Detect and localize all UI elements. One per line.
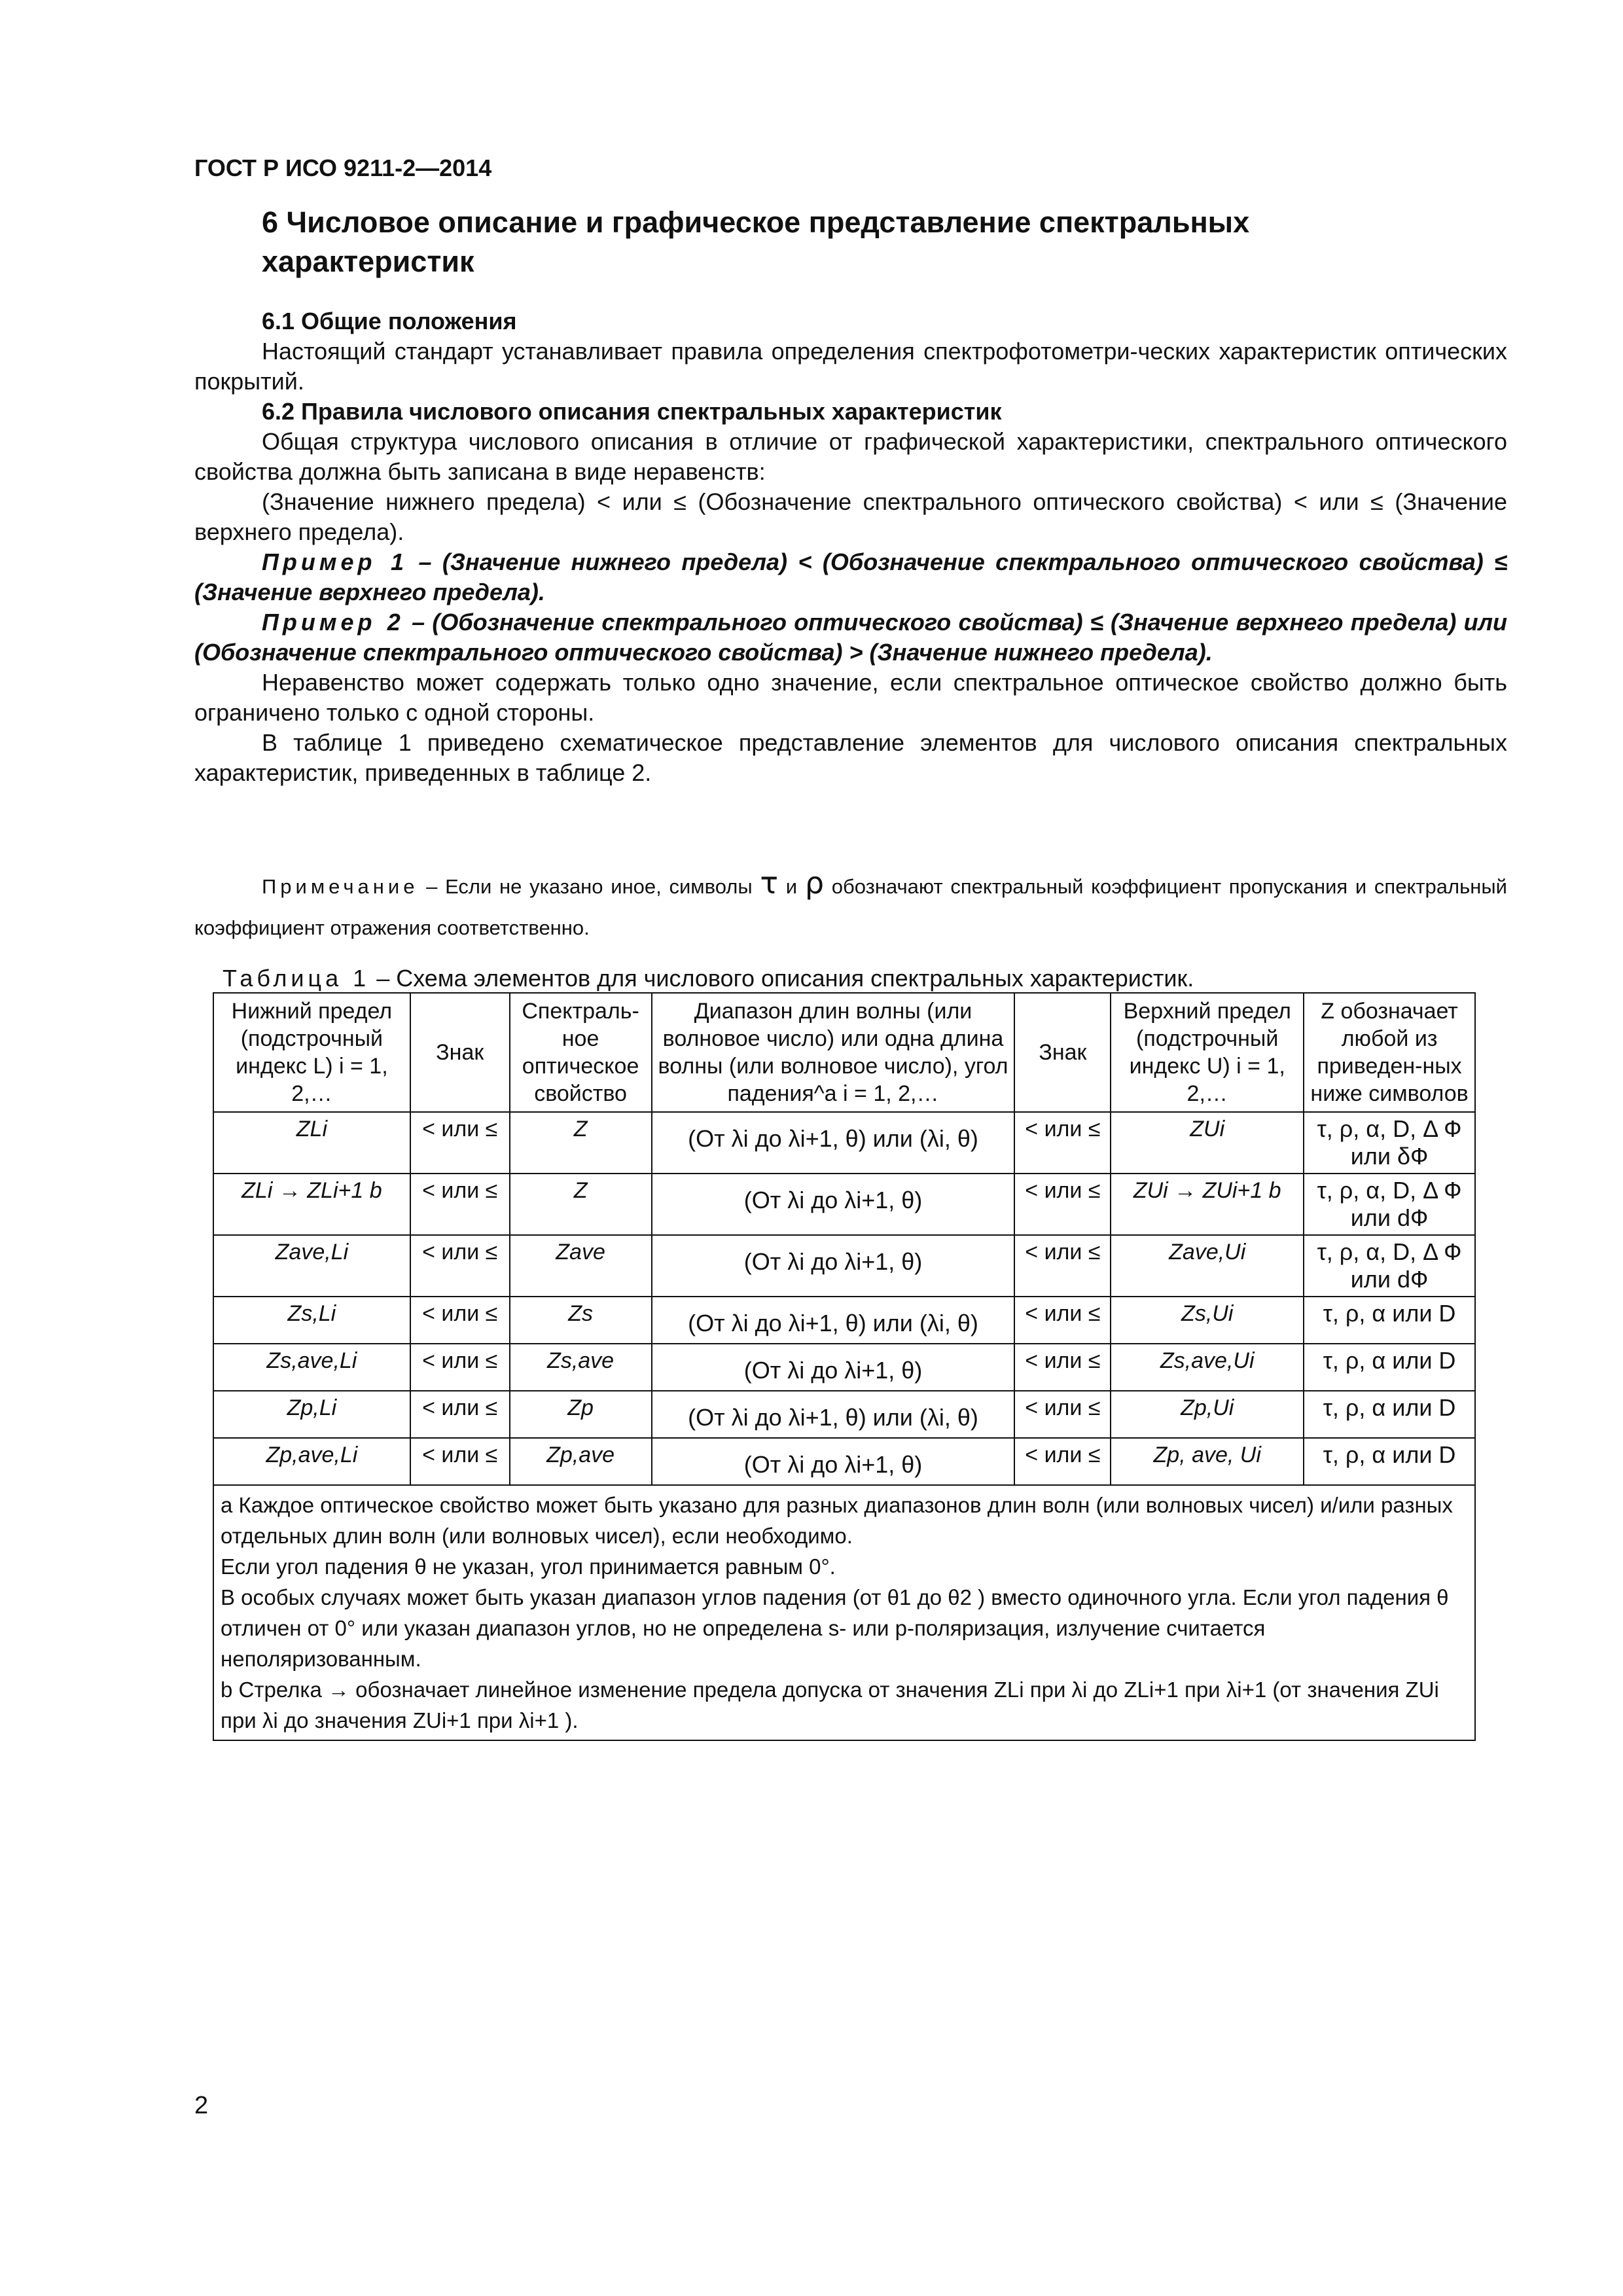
table-row [213, 1235, 1475, 1297]
table-caption-text: – Схема элементов для числового описания спектральных характеристик. [370, 965, 1194, 992]
sign-cell: < или ≤ [410, 1297, 510, 1344]
symbols-cell: τ, ρ, α, D, Δ Ф или dФ [1304, 1235, 1475, 1297]
example-label: Пример 2 [262, 609, 404, 636]
table-footnotes [213, 1485, 1475, 1740]
upper-limit-cell: Zs,Ui [1111, 1297, 1304, 1344]
subsection-title: 6.1 Общие положения [262, 308, 517, 334]
sign-cell: < или ≤ [1014, 1297, 1111, 1344]
symbols-cell: τ, ρ, α или D [1304, 1297, 1475, 1344]
sign-cell: < или ≤ [410, 1438, 510, 1485]
upper-limit-cell: Zs,ave,Ui [1111, 1344, 1304, 1391]
table-header-cell: Спектраль-ное оптическое свойство [510, 993, 652, 1112]
upper-limit-cell: Zp, ave, Ui [1111, 1438, 1304, 1485]
upper-limit-cell: Zp,Ui [1111, 1391, 1304, 1438]
property-cell: Zave [510, 1235, 652, 1297]
sign-cell: < или ≤ [1014, 1174, 1111, 1235]
upper-limit-cell: Zave,Ui [1111, 1235, 1304, 1297]
range-cell: (От λi до λi+1, θ) [652, 1344, 1015, 1391]
sign-cell: < или ≤ [1014, 1438, 1111, 1485]
table-row [213, 1112, 1475, 1174]
property-cell: Zs [510, 1297, 652, 1344]
table-row [213, 1391, 1475, 1438]
example-1 [194, 547, 1507, 607]
property-cell: Zp [510, 1391, 652, 1438]
range-cell: (От λi до λi+1, θ) или (λi, θ) [652, 1297, 1015, 1344]
lower-limit-cell: ZLi → ZLi+1 b [213, 1174, 410, 1235]
range-cell: (От λi до λi+1, θ) или (λi, θ) [652, 1112, 1015, 1174]
note-text: – Если не указано иное, символы [418, 875, 760, 898]
table-header-cell: Диапазон длин волны (или волновое число) или одна длина волны (или волновое число), угол падения^a i = 1, 2,… [652, 993, 1015, 1112]
range-cell: (От λi до λi+1, θ) [652, 1174, 1015, 1235]
example-2 [194, 607, 1507, 668]
sign-cell: < или ≤ [410, 1344, 510, 1391]
note-text: обозначают спектральный коэффициент пропускания и спектральный коэффициент отражения соответственно. [194, 875, 1507, 939]
upper-limit-cell: ZUi → ZUi+1 b [1111, 1174, 1304, 1235]
paragraph: (Значение нижнего предела) < или ≤ (Обозначение спектрального оптического свойства) < или ≤ (Значение верхнего предела). [194, 488, 1507, 545]
symbols-cell: τ, ρ, α или D [1304, 1438, 1475, 1485]
symbols-cell: τ, ρ, α или D [1304, 1344, 1475, 1391]
table-row [213, 1438, 1475, 1485]
example-label: Пример 1 [262, 548, 408, 575]
sign-cell: < или ≤ [410, 1174, 510, 1235]
table-1 [213, 992, 1476, 1741]
sign-cell: < или ≤ [410, 1391, 510, 1438]
sign-cell: < или ≤ [1014, 1344, 1111, 1391]
note [194, 863, 1507, 948]
table-header-cell: Верхний предел (подстрочный индекс U) i = 1, 2,… [1111, 993, 1304, 1112]
table-caption-label: Таблица 1 [223, 965, 370, 992]
property-cell: Z [510, 1174, 652, 1235]
upper-limit-cell: ZUi [1111, 1112, 1304, 1174]
lower-limit-cell: Zs,Li [213, 1297, 410, 1344]
paragraph: Неравенство может содержать только одно значение, если спектральное оптическое свойство должно быть ограничено только с одной стороны. [194, 669, 1507, 726]
note-label: Примечание [262, 875, 419, 898]
table-caption [223, 965, 1194, 992]
document-header: ГОСТ Р ИСО 9211-2—2014 [194, 154, 492, 181]
table-footnote: b Стрелка → обозначает линейное изменение предела допуска от значения ZLi при λi до ZLi+1 при λi+1 (от значения ZUi при λi до значения ZUi+1 при λi+1 ). [221, 1677, 1439, 1732]
range-cell: (От λi до λi+1, θ) [652, 1235, 1015, 1297]
table-header-cell: Знак [410, 993, 510, 1112]
range-cell: (От λi до λi+1, θ) [652, 1438, 1015, 1485]
lower-limit-cell: ZLi [213, 1112, 410, 1174]
lower-limit-cell: Zp,ave,Li [213, 1438, 410, 1485]
paragraph: В таблице 1 приведено схематическое представление элементов для числового описания спектральных характеристик, приведенных в таблице 2. [194, 729, 1507, 786]
section-title: 6 Числовое описание и графическое представление спектральных характеристик [262, 206, 1250, 278]
table-header-cell: Нижний предел (подстрочный индекс L) i = 1, 2,… [213, 993, 410, 1112]
example-text: – (Обозначение спектрального оптического свойства) ≤ (Значение верхнего предела) или (Обозначение спектрального оптического свойства) > (Значение нижнего предела). [194, 609, 1508, 666]
example-text: – (Значение нижнего предела) < (Обозначение спектрального оптического свойства) ≤ (Значение верхнего предела). [194, 548, 1507, 605]
property-cell: Z [510, 1112, 652, 1174]
sign-cell: < или ≤ [410, 1112, 510, 1174]
range-cell: (От λi до λi+1, θ) или (λi, θ) [652, 1391, 1015, 1438]
sign-cell: < или ≤ [1014, 1112, 1111, 1174]
lower-limit-cell: Zave,Li [213, 1235, 410, 1297]
sign-cell: < или ≤ [1014, 1391, 1111, 1438]
symbols-cell: τ, ρ, α, D, Δ Ф или δФ [1304, 1112, 1475, 1174]
paragraph: Общая структура числового описания в отличие от графической характеристики, спектрального оптического свойства должна быть записана в виде неравенств: [194, 428, 1507, 485]
lower-limit-cell: Zp,Li [213, 1391, 410, 1438]
table-row [213, 1297, 1475, 1344]
symbols-cell: τ, ρ, α или D [1304, 1391, 1475, 1438]
paragraph: Настоящий стандарт устанавливает правила определения спектрофотометри-ческих характеристик оптических покрытий. [194, 338, 1507, 395]
section-body [194, 306, 1507, 788]
subsection-title: 6.2 Правила числового описания спектральных характеристик [262, 398, 1002, 425]
sign-cell: < или ≤ [1014, 1235, 1111, 1297]
table-footnote: В особых случаях может быть указан диапазон углов падения (от θ1 до θ2 ) вместо одиночного угла. Если угол падения θ отличен от 0° или указан диапазон углов, но не определена s- или p-поляризация, излучение считается неполяризованным. [221, 1585, 1449, 1671]
rho-symbol: ρ [804, 865, 825, 901]
page-number: 2 [194, 2092, 209, 2119]
tau-symbol: τ [760, 865, 779, 901]
note-text: и [778, 875, 805, 898]
table-header-cell: Z обозначает любой из приведен-ных ниже символов [1304, 993, 1475, 1112]
table-row [213, 1344, 1475, 1391]
table-footnote: Если угол падения θ не указан, угол принимается равным 0°. [221, 1554, 836, 1579]
lower-limit-cell: Zs,ave,Li [213, 1344, 410, 1391]
symbols-cell: τ, ρ, α, D, Δ Ф или dФ [1304, 1174, 1475, 1235]
property-cell: Zp,ave [510, 1438, 652, 1485]
table-footnote: a Каждое оптическое свойство может быть указано для разных диапазонов длин волн (или волновых чисел) и/или разных отдельных длин волн (или волновых чисел), если необходимо. [221, 1493, 1453, 1548]
table-header-row [213, 993, 1475, 1112]
sign-cell: < или ≤ [410, 1235, 510, 1297]
property-cell: Zs,ave [510, 1344, 652, 1391]
table-header-cell: Знак [1014, 993, 1111, 1112]
table-row [213, 1174, 1475, 1235]
